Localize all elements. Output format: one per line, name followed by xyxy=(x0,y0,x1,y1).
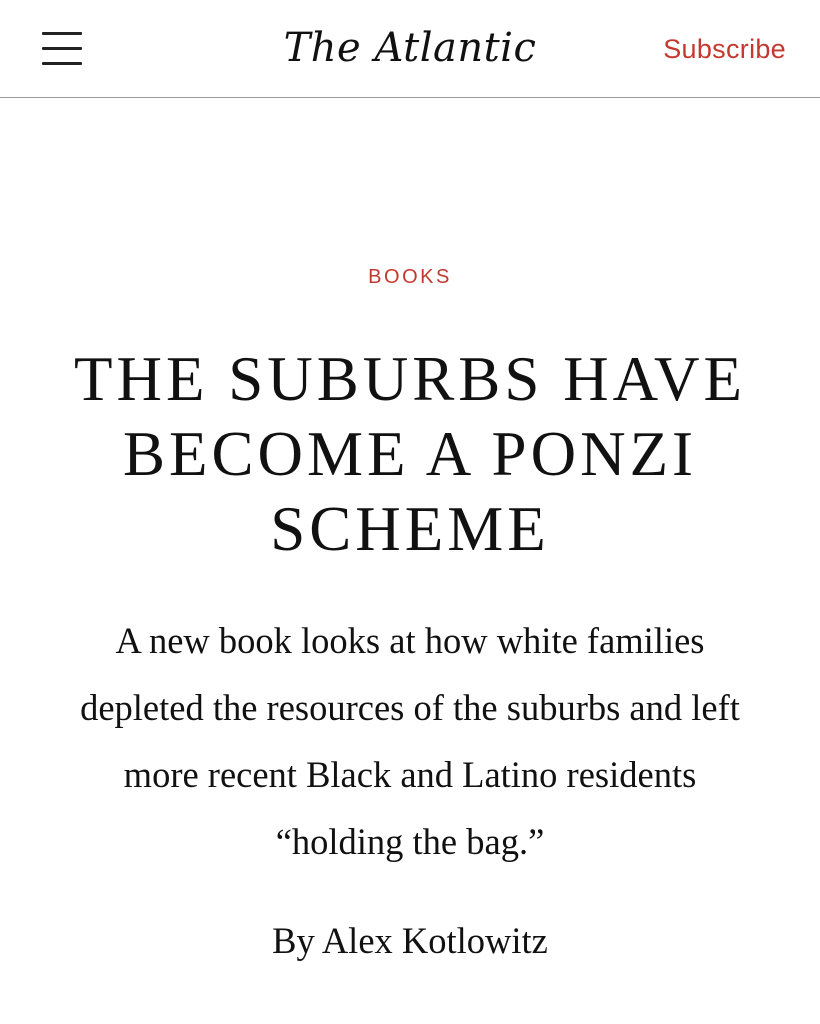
site-logo[interactable]: The Atlantic xyxy=(283,25,537,71)
article-dek: A new book looks at how white families depleted the resources of the suburbs and left more recent Black and Latino residents “holding the bag.” xyxy=(80,620,740,862)
byline xyxy=(0,916,820,966)
author-link[interactable]: Alex Kotlowitz xyxy=(321,920,548,961)
section-label[interactable]: BOOKS xyxy=(368,266,452,288)
byline-prefix: By xyxy=(272,920,315,961)
article-headline: THE SUBURBS HAVE BECOME A PONZI SCHEME xyxy=(74,344,746,564)
top-navigation-bar xyxy=(0,0,820,98)
subscribe-link[interactable]: Subscribe xyxy=(663,34,786,64)
